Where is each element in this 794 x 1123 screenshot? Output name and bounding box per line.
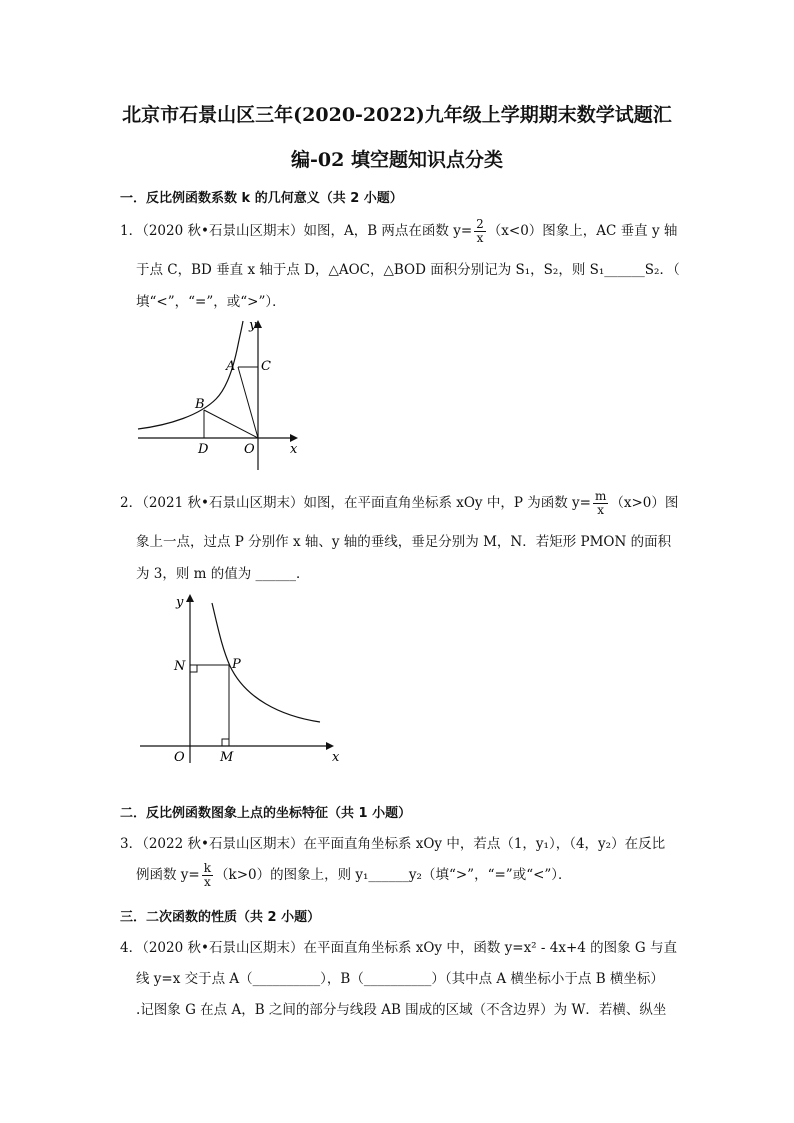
q1-label-A: A — [226, 359, 236, 374]
q2-label-x: x — [332, 750, 340, 765]
q3-line2 — [136, 862, 572, 889]
q1-text-a: 1．（2020 秋•石景山区期末）如图，A，B 两点在函数 y= — [120, 223, 473, 239]
q2-line3: 为 3，则 m 的值为 ______． — [136, 566, 310, 582]
q2-line1 — [120, 490, 678, 517]
q4-line1: 4．（2020 秋•石景山区期末）在平面直角坐标系 xOy 中，函数 y=x² - 4x+4 的图象 G 与直 — [120, 940, 677, 956]
q2-label-M: M — [220, 750, 234, 765]
q1-line1 — [120, 218, 677, 245]
q3-text-b: （k>0）的图象上，则 y₁______y₂（填“>”，“=”或“<”）． — [215, 867, 572, 883]
section-heading-3: 三．二次函数的性质（共 2 小题） — [120, 910, 321, 925]
q2-label-y: y — [176, 595, 184, 610]
q1-label-C: C — [261, 359, 271, 374]
q1-label-y: y — [249, 318, 257, 333]
q3-frac-num: k — [203, 861, 212, 875]
q2-frac-num: m — [594, 489, 607, 503]
q2-fraction — [593, 490, 608, 517]
q2-label-O: O — [174, 750, 185, 765]
q4-line3: .记图象 G 在点 A，B 之间的部分与线段 AB 围成的区域（不含边界）为 W．若横、纵坐 — [136, 1002, 667, 1018]
q1-line2: 于点 C，BD 垂直 x 轴于点 D，△AOC，△BOD 面积分别记为 S₁，S₂，则 S₁______S₂．（ — [136, 262, 680, 278]
q3-text-a: 例函数 y= — [136, 867, 200, 883]
page-title-line1: 北京市石景山区三年(2020-2022)九年级上学期期末数学试题汇 — [122, 104, 672, 126]
q1-line3: 填“<”，“=”，或“>”）． — [136, 294, 286, 310]
q1-figure — [130, 315, 310, 475]
q2-text-b: （x>0）图 — [610, 495, 679, 511]
q1-label-B: B — [195, 397, 205, 412]
q2-line2: 象上一点，过点 P 分别作 x 轴、y 轴的垂线，垂足分别为 M，N．若矩形 PMON 的面积 — [136, 534, 672, 550]
q1-label-x: x — [290, 442, 298, 457]
section-heading-1: 一．反比例函数系数 k 的几何意义（共 2 小题） — [120, 191, 403, 206]
q2-text-a: 2．（2021 秋•石景山区期末）如图，在平面直角坐标系 xOy 中，P 为函数 y= — [120, 495, 591, 511]
q1-label-D: D — [198, 442, 209, 457]
page-title-line2: 编-02 填空题知识点分类 — [291, 149, 503, 171]
q4-line2: 线 y=x 交于点 A（__________），B（__________）（其中点 A 横坐标小于点 B 横坐标） — [136, 971, 664, 987]
q3-line1: 3．（2022 秋•石景山区期末）在平面直角坐标系 xOy 中，若点（1，y₁），（4，y₂）在反比 — [120, 836, 666, 852]
q2-label-N: N — [174, 659, 186, 674]
section-heading-2: 二．反比例函数图象上点的坐标特征（共 1 小题） — [120, 806, 412, 821]
q3-fraction — [202, 862, 213, 889]
q1-label-O: O — [244, 442, 255, 457]
q2-figure — [130, 588, 350, 773]
q3-frac-den: x — [203, 875, 211, 889]
q1-fraction — [474, 218, 486, 245]
q1-frac-den: x — [476, 231, 484, 245]
q2-frac-den: x — [597, 503, 605, 517]
q2-label-P: P — [232, 657, 241, 672]
q1-text-b: （x<0）图象上，AC 垂直 y 轴 — [487, 223, 678, 239]
q1-frac-num: 2 — [476, 217, 484, 231]
